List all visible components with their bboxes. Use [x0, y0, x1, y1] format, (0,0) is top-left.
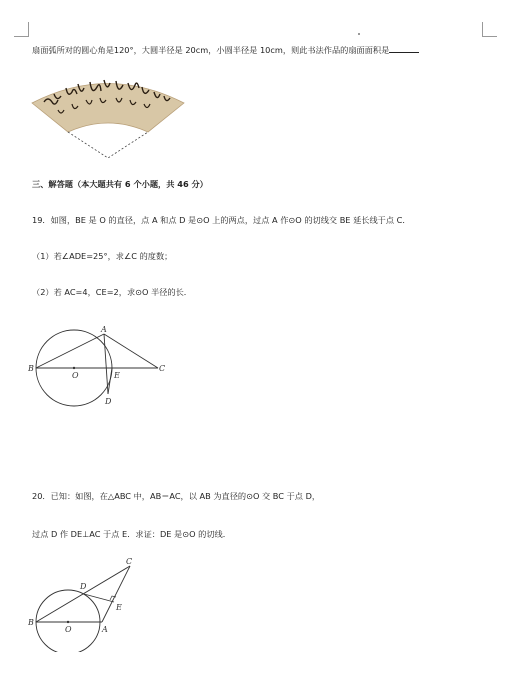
fan-calligraphy-figure [28, 70, 188, 166]
q19-label-E: E [114, 371, 120, 380]
page-dot-mark [358, 33, 360, 35]
page-corner-mark-top-right [482, 22, 497, 37]
q18-text: 扇面弧所对的圆心角是120°，大圆半径是 20cm，小圆半径是 10cm，则此书法作品的扇面面积是 [32, 45, 390, 55]
q19-line-AD [104, 334, 108, 394]
q19-line-BA [36, 334, 104, 368]
q20-text2: 过点 D 作 DE⊥AC 于点 E．求证：DE 是⊙O 的切线． [32, 529, 231, 539]
q20-center-point [67, 621, 69, 623]
q20-label-E: E [116, 603, 122, 612]
q19-label-D: D [105, 397, 112, 406]
fan-dashed-lines [68, 132, 148, 158]
q19-text: 19．如图，BE 是 O 的直径，点 A 和点 D 是⊙O 上的两点，过点 A 作⊙O 的切线交 BE 延长线于点 C． [32, 215, 411, 225]
q20-label-C: C [126, 557, 133, 566]
q19-part1: （1）若∠ADE=25°，求∠C 的度数； [32, 251, 173, 261]
q19-label-B: B [28, 364, 34, 373]
q20-label-D: D [80, 582, 87, 591]
q18-line [32, 44, 419, 56]
q19-circle-figure [28, 322, 178, 410]
page-corner-mark-top-left [14, 22, 29, 37]
q19-part2: （2）若 AC=4，CE=2，求⊙O 半径的长． [32, 287, 192, 297]
q19-line-DE [108, 368, 112, 394]
q20-triangle-figure [28, 556, 148, 652]
q20-label-B: B [28, 618, 34, 627]
fan-shape [32, 84, 184, 133]
q20-label-O: O [65, 625, 72, 634]
section-heading: 三、解答题（本大题共有 6 个小题，共 46 分） [32, 179, 208, 189]
q19-label-O: O [72, 371, 79, 380]
q20-text: 20．已知：如图，在△ABC 中，AB＝AC，以 AB 为直径的⊙O 交 BC 于点 D， [32, 491, 321, 501]
q20-label-A: A [102, 625, 108, 634]
answer-blank[interactable] [389, 44, 419, 53]
q19-label-C: C [159, 364, 166, 373]
q19-label-A: A [101, 325, 107, 334]
q19-center-point [73, 367, 75, 369]
